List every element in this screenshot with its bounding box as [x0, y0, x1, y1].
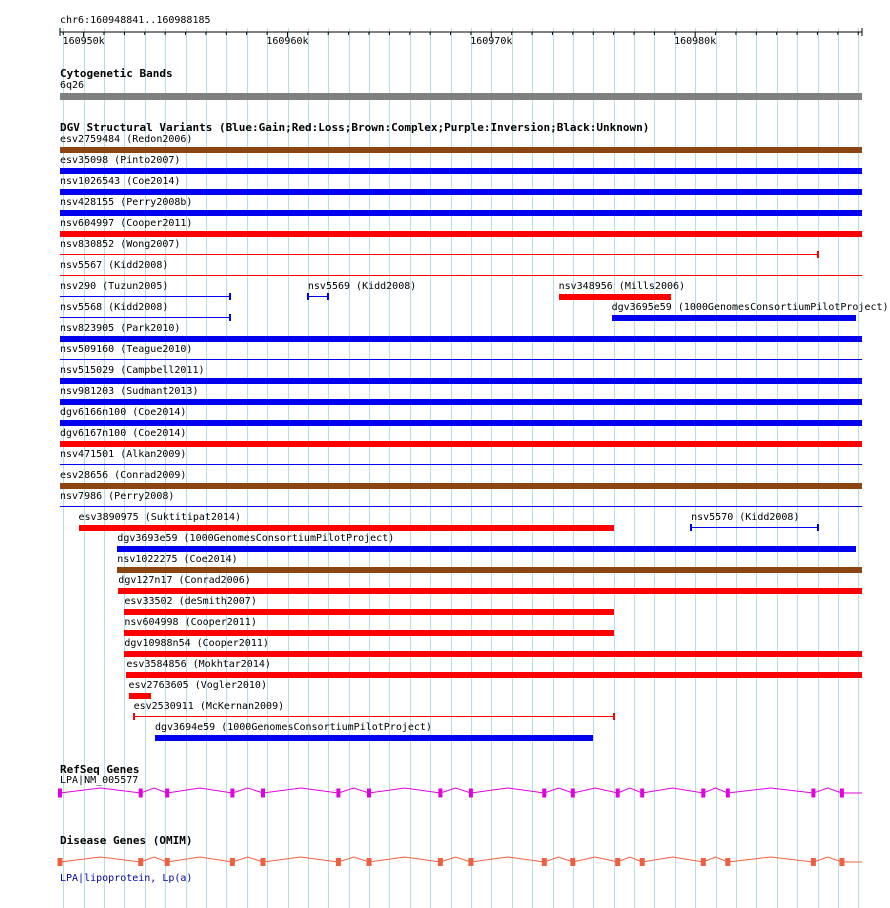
variant-end-cap	[613, 713, 615, 720]
refseq-exon	[616, 789, 620, 798]
disease-exon	[438, 858, 443, 866]
variant-bar[interactable]	[60, 210, 862, 216]
variant-label[interactable]: esv2763605 (Vogler2010)	[128, 680, 267, 691]
variant-bar[interactable]	[60, 231, 862, 237]
grid-line	[308, 28, 309, 908]
variant-bar[interactable]	[612, 315, 857, 321]
refseq-exon	[726, 789, 730, 798]
grid-line	[756, 28, 757, 908]
grid-line	[695, 28, 696, 908]
variant-bar[interactable]	[60, 441, 862, 447]
refseq-exon	[165, 789, 169, 798]
variant-label[interactable]: nsv1022275 (Coe2014)	[117, 554, 238, 565]
variant-label[interactable]: esv3584856 (Mokhtar2014)	[126, 659, 271, 670]
grid-line	[675, 28, 676, 908]
disease-exon	[725, 858, 730, 866]
grid-line	[532, 28, 533, 908]
grid-line	[206, 28, 207, 908]
grid-line	[593, 28, 594, 908]
variant-bar[interactable]	[60, 378, 862, 384]
ruler-tick-label: 160980k	[674, 36, 717, 46]
grid-line	[471, 28, 472, 908]
grid-line	[858, 28, 859, 908]
refseq-gene-label[interactable]: LPA|NM_005577	[60, 775, 139, 786]
grid-line	[716, 28, 717, 908]
variant-bar[interactable]	[308, 296, 328, 297]
variant-bar[interactable]	[60, 168, 862, 174]
variant-bar[interactable]	[60, 464, 862, 465]
refseq-exon	[701, 789, 705, 798]
cytoband-bar[interactable]	[60, 93, 862, 100]
variant-label[interactable]: nsv471501 (Alkan2009)	[60, 449, 187, 460]
variant-bar[interactable]	[60, 147, 862, 153]
variant-label[interactable]: nsv823905 (Park2010)	[60, 323, 181, 334]
disease-intron-line	[60, 857, 862, 862]
variant-end-cap	[229, 293, 231, 300]
variant-label[interactable]: esv2759484 (Redon2006)	[60, 134, 193, 145]
variant-bar[interactable]	[117, 546, 856, 552]
grid-line	[410, 28, 411, 908]
coordinate-ruler	[0, 28, 890, 46]
variant-label[interactable]: nsv348956 (Mills2006)	[558, 281, 686, 292]
variant-end-cap	[327, 293, 329, 300]
variant-label[interactable]: nsv5570 (Kidd2008)	[691, 512, 800, 523]
grid-line	[491, 28, 492, 908]
variant-end-cap	[817, 251, 819, 258]
refseq-exon	[261, 789, 265, 798]
variant-bar[interactable]	[60, 336, 862, 342]
variant-label[interactable]: dgv3693e59 (1000GenomesConsortiumPilotProject)	[117, 533, 395, 544]
refseq-exon	[542, 789, 546, 798]
variant-label[interactable]: nsv830852 (Wong2007)	[60, 239, 181, 250]
grid-line	[451, 28, 452, 908]
variant-label[interactable]: nsv604998 (Cooper2011)	[124, 617, 257, 628]
disease-track-title: Disease Genes (OMIM)	[60, 834, 193, 847]
cytoband-label: 6q26	[60, 80, 85, 91]
refseq-exon	[640, 789, 644, 798]
grid-line	[349, 28, 350, 908]
refseq-exon	[571, 789, 575, 798]
disease-exon	[811, 858, 816, 866]
variant-bar[interactable]	[124, 651, 862, 657]
variant-bar[interactable]	[126, 672, 862, 678]
variant-bar[interactable]	[129, 693, 151, 699]
disease-exon	[58, 858, 63, 866]
grid-line	[777, 28, 778, 908]
grid-line	[797, 28, 798, 908]
disease-gene-glyph[interactable]	[0, 855, 890, 869]
refseq-intron-line	[60, 788, 862, 793]
variant-label[interactable]: nsv604997 (Cooper2011)	[60, 218, 193, 229]
grid-line	[288, 28, 289, 908]
disease-exon	[615, 858, 620, 866]
variant-label[interactable]: esv35098 (Pinto2007)	[60, 155, 181, 166]
variant-label[interactable]: dgv3695e59 (1000GenomesConsortiumPilotProject)	[611, 302, 889, 313]
disease-gene-label[interactable]: LPA|lipoprotein, Lp(a)	[60, 873, 193, 884]
variant-bar[interactable]	[60, 420, 862, 426]
refseq-exon	[840, 789, 844, 798]
variant-bar[interactable]	[124, 609, 613, 615]
variant-bar[interactable]	[134, 716, 614, 717]
variant-label[interactable]: nsv5569 (Kidd2008)	[307, 281, 417, 292]
grid-line	[226, 28, 227, 908]
variant-bar[interactable]	[559, 294, 671, 300]
grid-line	[654, 28, 655, 908]
variant-bar[interactable]	[79, 525, 614, 531]
grid-line	[818, 28, 819, 908]
cytogenetic-bands-title: Cytogenetic Bands	[60, 67, 173, 80]
ruler-tick-label: 160960k	[266, 36, 309, 46]
refseq-exon	[58, 789, 62, 798]
location-label: chr6:160948841..160988185	[60, 15, 211, 26]
refseq-exon	[367, 789, 371, 798]
variant-label[interactable]: esv33502 (deSmith2007)	[124, 596, 257, 607]
disease-exon	[542, 858, 547, 866]
refseq-exon	[230, 789, 234, 798]
disease-exon	[468, 858, 473, 866]
variant-bar[interactable]	[60, 189, 862, 195]
variant-label[interactable]: nsv428155 (Perry2008b)	[60, 197, 193, 208]
grid-line	[328, 28, 329, 908]
grid-line	[736, 28, 737, 908]
grid-line	[430, 28, 431, 908]
grid-line	[369, 28, 370, 908]
disease-exon	[261, 858, 266, 866]
refseq-exon	[336, 789, 340, 798]
disease-exon	[336, 858, 341, 866]
variant-label[interactable]: nsv7986 (Perry2008)	[60, 491, 175, 502]
variant-label[interactable]: nsv290 (Tuzun2005)	[60, 281, 169, 292]
refseq-exon	[438, 789, 442, 798]
ruler-tick-label: 160950k	[62, 36, 105, 46]
refseq-exon	[469, 789, 473, 798]
variant-label[interactable]: dgv6167n100 (Coe2014)	[60, 428, 187, 439]
disease-exon	[701, 858, 706, 866]
variant-label[interactable]: nsv5568 (Kidd2008)	[60, 302, 169, 313]
variant-label[interactable]: esv28656 (Conrad2009)	[60, 470, 187, 481]
grid-line	[573, 28, 574, 908]
variant-end-cap	[229, 314, 231, 321]
variant-label[interactable]: nsv5567 (Kidd2008)	[60, 260, 169, 271]
variant-bar[interactable]	[691, 527, 817, 528]
grid-line	[553, 28, 554, 908]
variant-bar[interactable]	[60, 254, 818, 255]
refseq-gene-glyph[interactable]	[0, 785, 890, 801]
variant-bar[interactable]	[60, 506, 862, 507]
variant-bar[interactable]	[155, 735, 593, 741]
disease-exon	[367, 858, 372, 866]
disease-exon	[839, 858, 844, 866]
variant-label[interactable]: dgv127n17 (Conrad2006)	[118, 575, 251, 586]
variant-label[interactable]: nsv515029 (Campbell2011)	[60, 365, 205, 376]
variant-bar[interactable]	[60, 399, 862, 405]
grid-line	[512, 28, 513, 908]
grid-line	[614, 28, 615, 908]
variant-label[interactable]: nsv509160 (Teague2010)	[60, 344, 193, 355]
variant-bar[interactable]	[118, 588, 862, 594]
refseq-track-title: RefSeq Genes	[60, 763, 140, 776]
variant-bar[interactable]	[117, 567, 862, 573]
disease-exon	[570, 858, 575, 866]
refseq-exon	[811, 789, 815, 798]
variant-bar[interactable]	[60, 317, 230, 318]
variant-bar[interactable]	[60, 359, 862, 360]
variant-bar[interactable]	[60, 296, 230, 297]
variant-bar[interactable]	[124, 630, 613, 636]
grid-line	[267, 28, 268, 908]
grid-line	[634, 28, 635, 908]
ruler-tick-label: 160970k	[470, 36, 513, 46]
variant-label[interactable]: dgv3694e59 (1000GenomesConsortiumPilotProject)	[155, 722, 432, 733]
grid-line	[186, 28, 187, 908]
disease-exon	[230, 858, 235, 866]
grid-line	[389, 28, 390, 908]
variant-bar[interactable]	[60, 275, 862, 276]
variant-start-cap	[133, 713, 135, 720]
variant-label[interactable]: dgv6166n100 (Coe2014)	[60, 407, 187, 418]
disease-exon	[165, 858, 170, 866]
variant-label[interactable]: nsv1026543 (Coe2014)	[60, 176, 181, 187]
variant-bar[interactable]	[60, 483, 862, 489]
grid-line	[838, 28, 839, 908]
variant-label[interactable]: esv3890975 (Suktitipat2014)	[78, 512, 242, 523]
variant-label[interactable]: nsv981203 (Sudmant2013)	[60, 386, 199, 397]
variant-label[interactable]: esv2530911 (McKernan2009)	[133, 701, 285, 712]
variant-end-cap	[817, 524, 819, 531]
refseq-exon	[139, 789, 143, 798]
grid-line	[247, 28, 248, 908]
variant-start-cap	[307, 293, 309, 300]
dgv-track-title: DGV Structural Variants (Blue:Gain;Red:Loss;Brown:Complex;Purple:Inversion;Black:Unknown)	[60, 121, 650, 134]
disease-exon	[138, 858, 143, 866]
variant-label[interactable]: dgv10988n54 (Cooper2011)	[124, 638, 269, 649]
variant-start-cap	[690, 524, 692, 531]
disease-exon	[640, 858, 645, 866]
